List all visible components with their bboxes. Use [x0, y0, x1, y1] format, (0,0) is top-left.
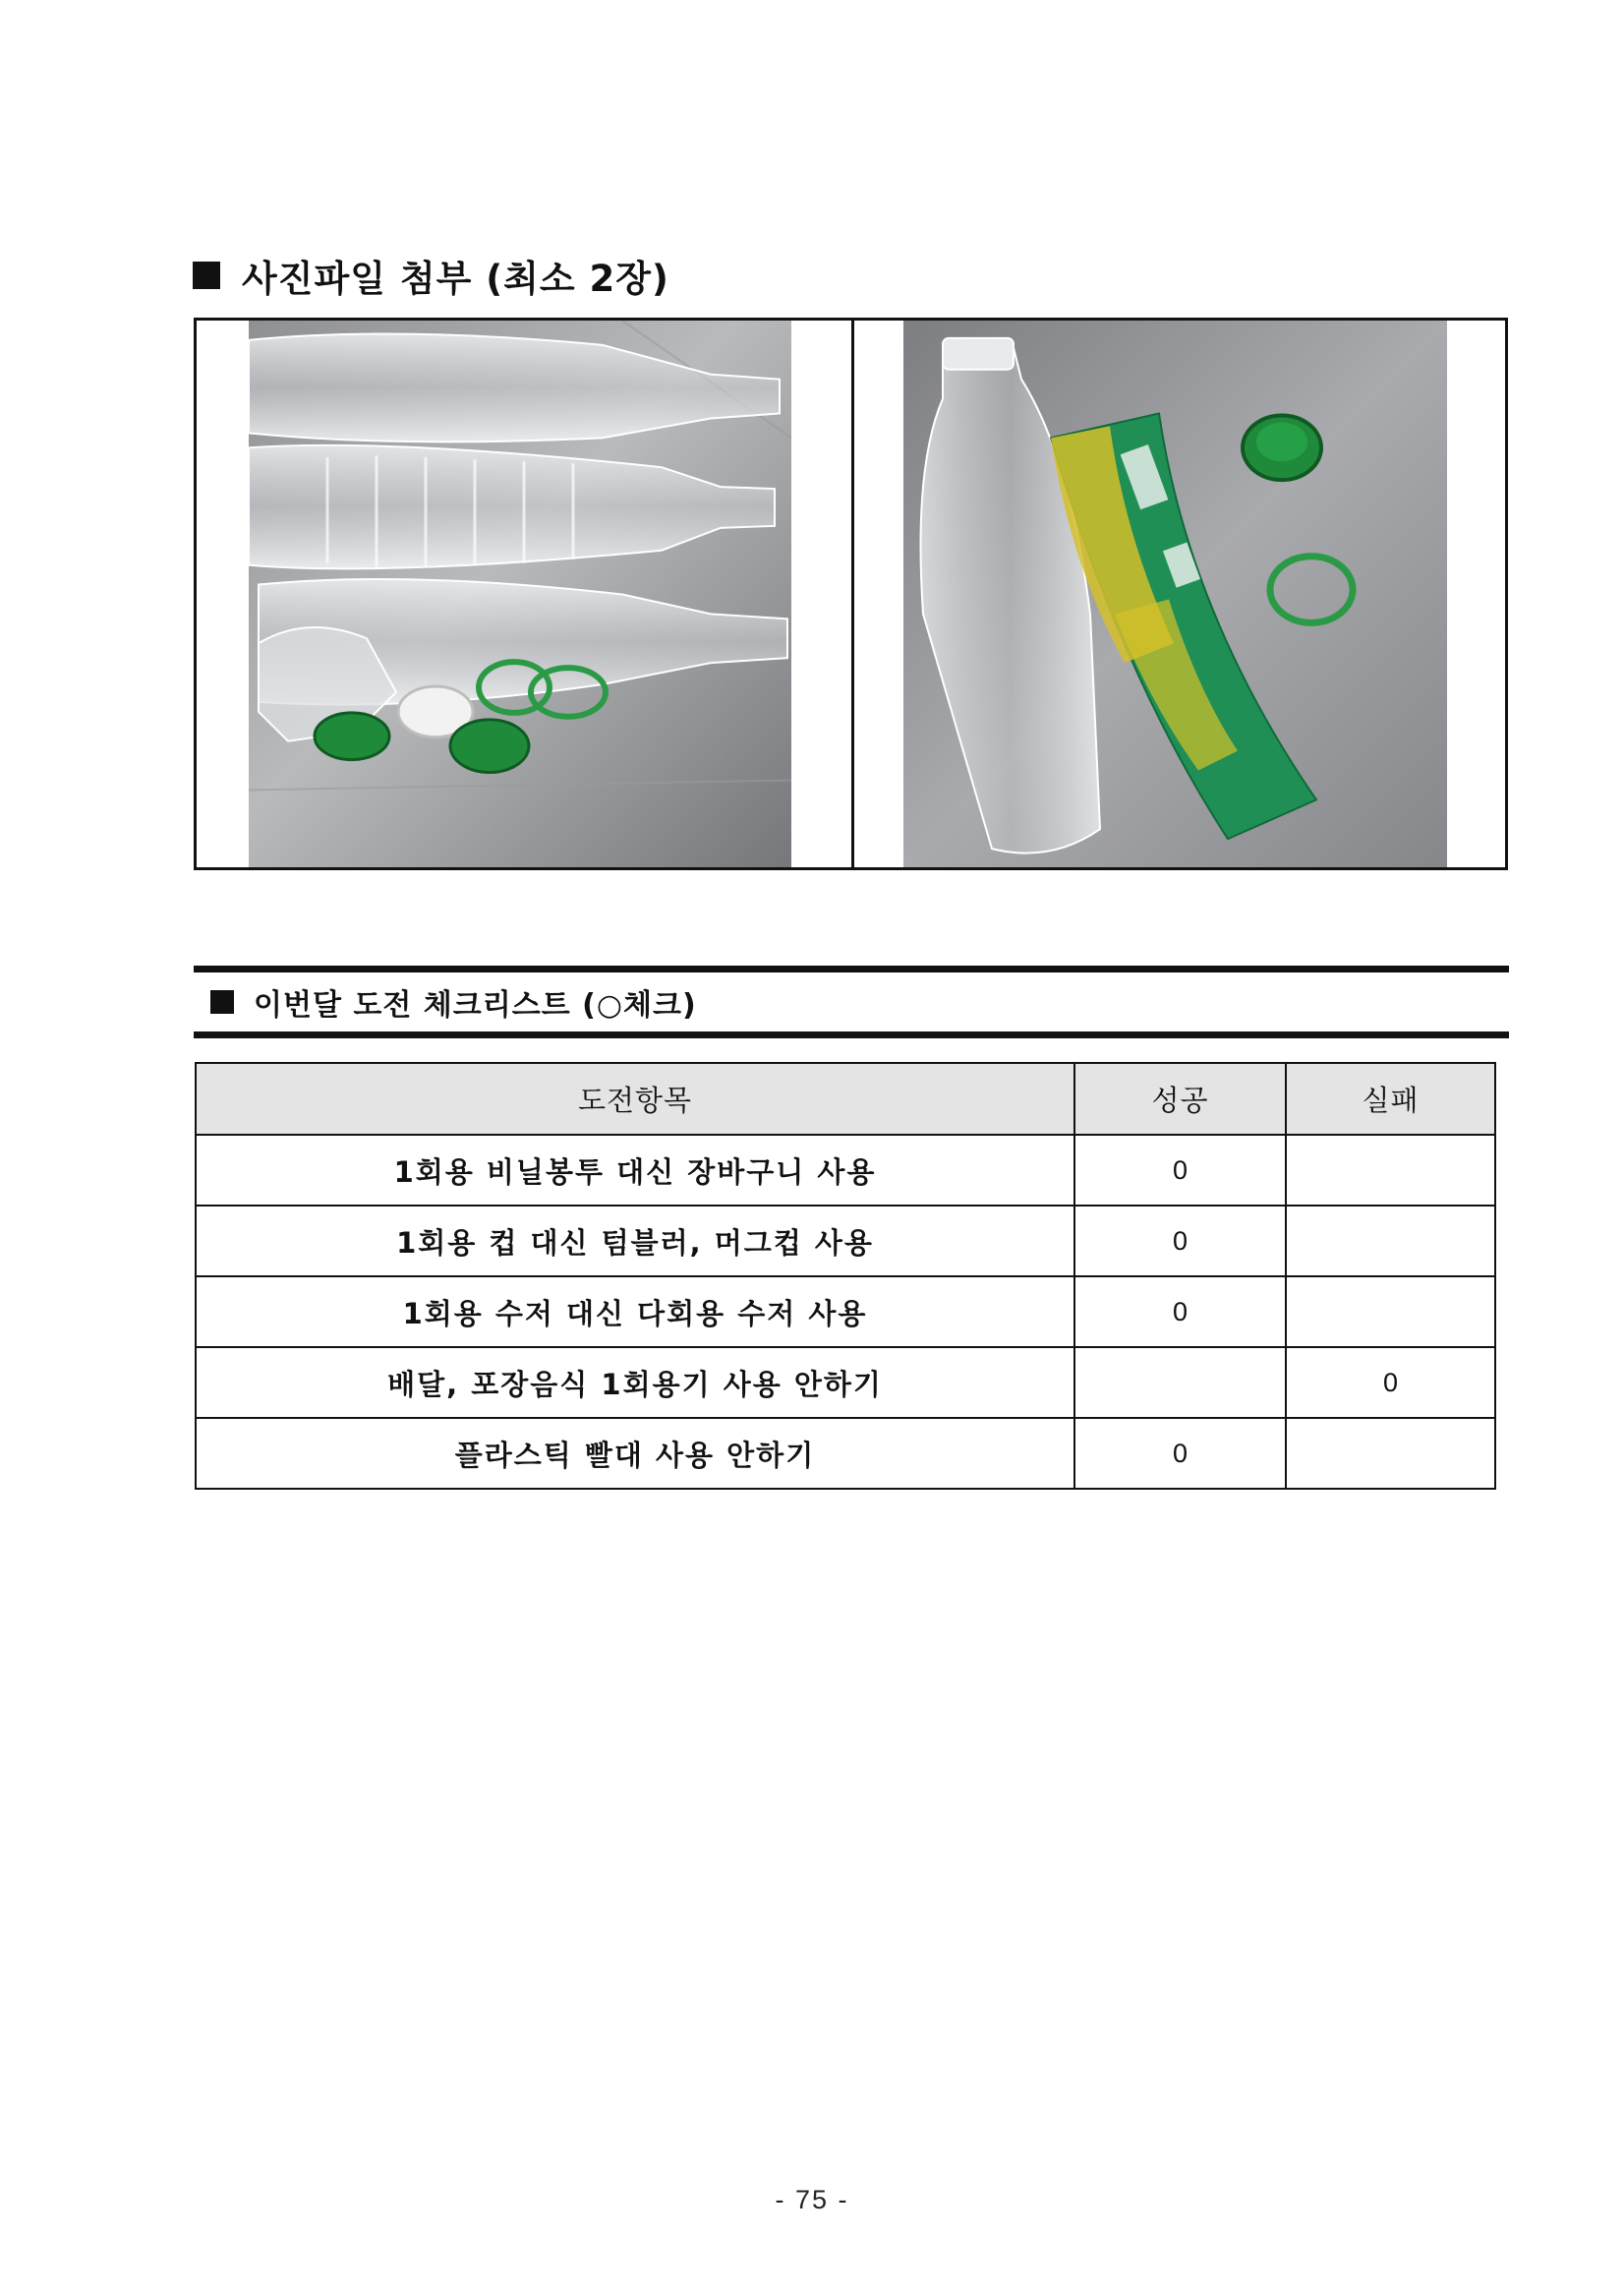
success-cell: 0: [1074, 1206, 1286, 1276]
square-bullet-icon: [210, 990, 234, 1014]
challenge-checklist-table: [195, 1062, 1496, 1490]
table-row: [196, 1135, 1495, 1206]
challenge-item-cell: 1회용 컵 대신 텀블러, 머그컵 사용: [196, 1206, 1074, 1276]
fail-cell: 0: [1286, 1347, 1495, 1418]
success-cell: 0: [1074, 1276, 1286, 1347]
fail-cell: [1286, 1276, 1495, 1347]
photo-bottle-and-label: [903, 321, 1447, 867]
photo-section-heading: [193, 246, 669, 305]
fail-cell: [1286, 1135, 1495, 1206]
table-row: [196, 1276, 1495, 1347]
challenge-item-cell: 1회용 수저 대신 다회용 수저 사용: [196, 1276, 1074, 1347]
square-bullet-icon: [193, 262, 220, 289]
table-row: [196, 1418, 1495, 1489]
table-row: [196, 1347, 1495, 1418]
photo-section-title: 사진파일 첨부 (최소 2장): [242, 258, 669, 300]
success-cell: 0: [1074, 1135, 1286, 1206]
photo-cell-1: [197, 321, 854, 867]
fail-cell: [1286, 1418, 1495, 1489]
checklist-bottom-rule: [194, 1031, 1509, 1038]
table-row: [196, 1206, 1495, 1276]
photo-plastic-bottles: [249, 321, 791, 867]
photo-cell-2: [854, 321, 1505, 867]
success-cell: [1074, 1347, 1286, 1418]
success-cell: 0: [1074, 1418, 1286, 1489]
challenge-item-cell: 1회용 비닐봉투 대신 장바구니 사용: [196, 1135, 1074, 1206]
challenge-item-cell: 배달, 포장음식 1회용기 사용 안하기: [196, 1347, 1074, 1418]
photo-bottle-and-label-image: [903, 321, 1447, 867]
photo-plastic-bottles-image: [249, 321, 791, 867]
header-challenge-item: 도전항목: [196, 1063, 1074, 1135]
table-header-row: [196, 1063, 1495, 1135]
checklist-section-title: 이번달 도전 체크리스트 (○체크): [254, 988, 697, 1023]
header-fail: 실패: [1286, 1063, 1495, 1135]
checklist-top-rule: [194, 966, 1509, 972]
fail-cell: [1286, 1206, 1495, 1276]
photo-attachment-frame: [194, 318, 1508, 870]
header-success: 성공: [1074, 1063, 1286, 1135]
checklist-section-heading: [210, 973, 697, 1030]
page-number: - 75 -: [775, 2185, 849, 2214]
challenge-item-cell: 플라스틱 빨대 사용 안하기: [196, 1418, 1074, 1489]
